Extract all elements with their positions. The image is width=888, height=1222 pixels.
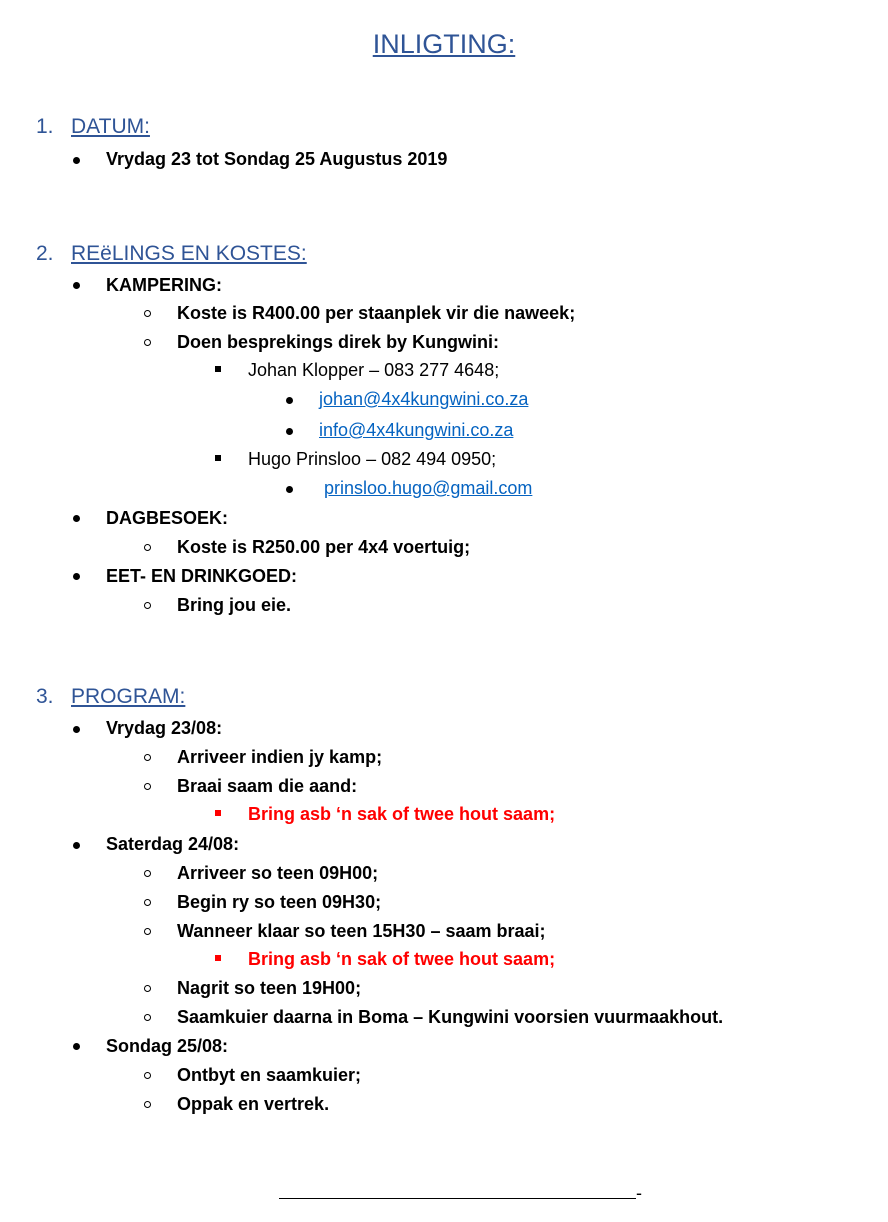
bullet-icon [73,157,80,164]
square-bullet-icon [215,955,221,961]
dagbesoek-label: DAGBESOEK: [106,508,229,528]
bullet-icon [73,1043,80,1050]
friday-label: Vrydag 23/08: [106,718,223,738]
kampering-booking: Doen besprekings direk by Kungwini: [177,332,500,352]
square-bullet-icon [215,810,221,816]
sub-bullet-icon [144,1014,151,1021]
saturday-label: Saterdag 24/08: [106,834,240,854]
sunday-label: Sondag 25/08: [106,1036,229,1056]
bullet-icon [73,282,80,289]
page-title: INLIGTING: [372,29,516,59]
dagbesoek-cost: Koste is R250.00 per 4x4 voertuig; [177,537,471,557]
eet-label: EET- EN DRINKGOED: [106,566,298,586]
contact-hugo: Hugo Prinsloo – 082 494 0950; [248,449,497,469]
program-item: Oppak en vertrek. [177,1094,330,1114]
sub-bullet-icon [144,339,151,346]
bullet-icon [286,428,293,435]
program-item: Ontbyt en saamkuier; [177,1065,362,1085]
section-heading-reelings: REëLINGS EN KOSTES: [71,242,307,265]
section-number: 1. [36,115,54,138]
sub-bullet-icon [144,310,151,317]
kampering-label: KAMPERING: [106,275,222,295]
program-item: Arriveer indien jy kamp; [177,747,383,767]
eet-note: Bring jou eie. [177,595,292,615]
sub-bullet-icon [144,985,151,992]
sub-bullet-icon [144,544,151,551]
signature-line [279,1198,636,1199]
sub-bullet-icon [144,754,151,761]
sub-bullet-icon [144,783,151,790]
bullet-icon [73,573,80,580]
email-link-johan[interactable]: johan@4x4kungwini.co.za [319,389,529,409]
sub-bullet-icon [144,870,151,877]
section-heading-program: PROGRAM: [71,685,186,708]
sub-bullet-icon [144,899,151,906]
wood-note: Bring asb ‘n sak of twee hout saam; [248,804,556,824]
program-item: Saamkuier daarna in Boma – Kungwini voorsien vuurmaakhout. [177,1007,724,1027]
square-bullet-icon [215,455,221,461]
event-date: Vrydag 23 tot Sondag 25 Augustus 2019 [106,149,448,169]
program-item: Braai saam die aand: [177,776,358,796]
bullet-icon [73,726,80,733]
bullet-icon [286,397,293,404]
sub-bullet-icon [144,602,151,609]
bullet-icon [73,515,80,522]
email-link-info[interactable]: info@4x4kungwini.co.za [319,420,514,440]
contact-johan: Johan Klopper – 083 277 4648; [248,360,500,380]
bullet-icon [73,842,80,849]
section-number: 3. [36,685,54,708]
sub-bullet-icon [144,1101,151,1108]
wood-note: Bring asb ‘n sak of twee hout saam; [248,949,556,969]
footer-dash: - [636,1183,642,1203]
email-link-hugo[interactable]: prinsloo.hugo@gmail.com [324,478,533,498]
section-number: 2. [36,242,54,265]
kampering-cost: Koste is R400.00 per staanplek vir die naweek; [177,303,576,323]
program-item: Arriveer so teen 09H00; [177,863,379,883]
program-item: Wanneer klaar so teen 15H30 – saam braai; [177,921,546,941]
section-heading-datum: DATUM: [71,115,150,138]
bullet-icon [286,486,293,493]
sub-bullet-icon [144,928,151,935]
sub-bullet-icon [144,1072,151,1079]
square-bullet-icon [215,366,221,372]
program-item: Begin ry so teen 09H30; [177,892,382,912]
program-item: Nagrit so teen 19H00; [177,978,362,998]
